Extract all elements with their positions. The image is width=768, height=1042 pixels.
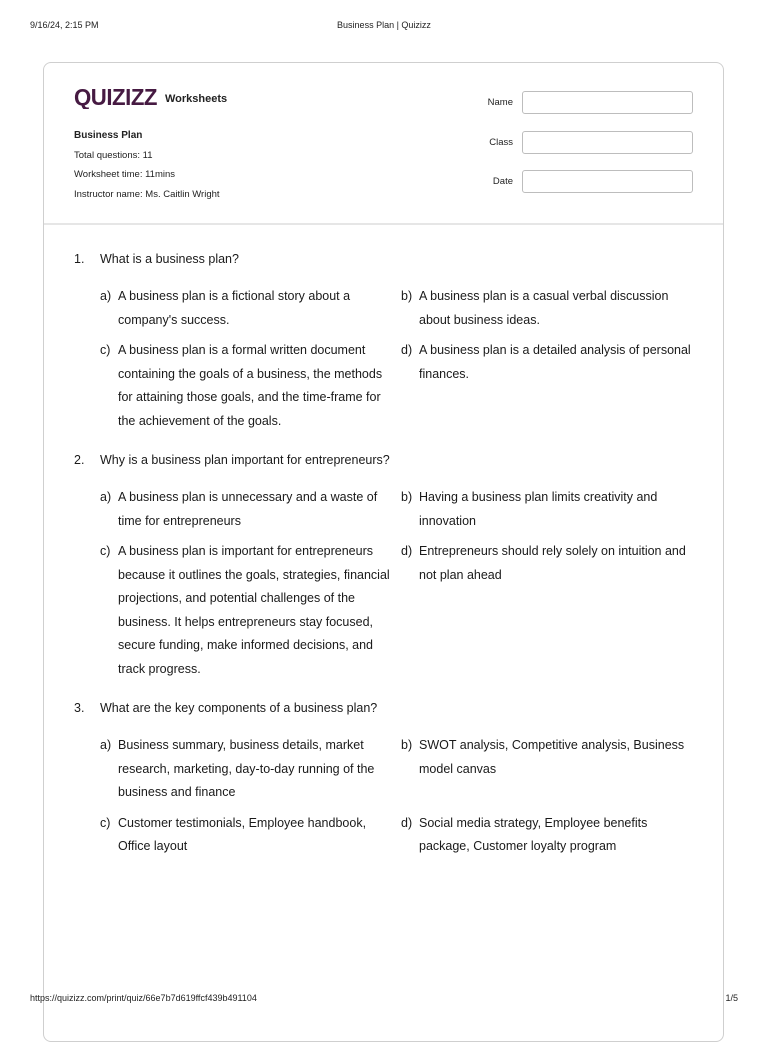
class-field-row bbox=[453, 131, 693, 155]
option-letter: d) bbox=[401, 544, 413, 558]
question-text: What is a business plan? bbox=[100, 252, 239, 266]
question-heading bbox=[74, 448, 704, 472]
option-letter: c) bbox=[100, 343, 111, 357]
option-letter: b) bbox=[401, 738, 413, 752]
option-text: Having a business plan limits creativity and innovation bbox=[419, 490, 658, 528]
date-field[interactable] bbox=[522, 170, 693, 193]
option-letter: a) bbox=[100, 289, 112, 303]
instructor-name: Instructor name: Ms. Caitlin Wright bbox=[74, 188, 220, 200]
print-page-title: Business Plan | Quizizz bbox=[337, 20, 431, 30]
option-text: A business plan is a detailed analysis of personal finances. bbox=[419, 343, 691, 381]
option-c bbox=[100, 812, 401, 859]
questions-list bbox=[74, 247, 704, 874]
question-3 bbox=[74, 696, 704, 859]
worksheet-card bbox=[43, 62, 724, 1042]
answer-options bbox=[100, 285, 704, 433]
option-letter: b) bbox=[401, 289, 413, 303]
option-c bbox=[100, 339, 401, 433]
worksheet-title: Business Plan bbox=[74, 130, 143, 141]
option-text: A business plan is a fictional story about a company's success. bbox=[118, 289, 351, 327]
student-fields bbox=[453, 91, 693, 210]
question-text: What are the key components of a business plan? bbox=[100, 701, 378, 715]
option-text: Social media strategy, Employee benefits package, Customer loyalty program bbox=[419, 815, 648, 853]
option-text: A business plan is unnecessary and a waste of time for entrepreneurs bbox=[118, 490, 378, 528]
option-d bbox=[401, 812, 702, 859]
page-number: 1/5 bbox=[725, 993, 738, 1003]
worksheet-header bbox=[44, 63, 723, 225]
option-c bbox=[100, 540, 401, 681]
option-letter: a) bbox=[100, 738, 112, 752]
option-text: Entrepreneurs should rely solely on intuition and not plan ahead bbox=[419, 544, 686, 582]
option-b bbox=[401, 285, 702, 332]
answer-options bbox=[100, 486, 704, 681]
option-a bbox=[100, 486, 401, 533]
question-text: Why is a business plan important for entrepreneurs? bbox=[100, 453, 390, 467]
option-text: SWOT analysis, Competitive analysis, Business model canvas bbox=[419, 738, 685, 776]
option-a bbox=[100, 285, 401, 332]
question-2 bbox=[74, 448, 704, 681]
question-number: 3. bbox=[74, 701, 85, 715]
option-letter: a) bbox=[100, 490, 112, 504]
svg-text:QUIZIZZ: QUIZIZZ bbox=[74, 85, 158, 109]
option-text: A business plan is important for entrepreneurs because it outlines the goals, strategies, financial projections, and potential challenges of the business. It helps entrepreneurs stay focused, secure funding, make informed decisions, and track progress. bbox=[118, 544, 390, 676]
name-label: Name bbox=[487, 97, 513, 108]
option-letter: b) bbox=[401, 490, 413, 504]
class-field[interactable] bbox=[522, 131, 693, 154]
option-b bbox=[401, 734, 702, 805]
class-label: Class bbox=[489, 136, 513, 148]
print-url[interactable]: https://quizizz.com/print/quiz/66e7b7d619ffcf439b491104 bbox=[30, 993, 257, 1003]
question-number: 2. bbox=[74, 453, 85, 467]
question-1 bbox=[74, 247, 704, 433]
worksheet-meta bbox=[74, 126, 220, 204]
quizizz-wordmark-icon bbox=[74, 85, 158, 109]
option-b bbox=[401, 486, 702, 533]
quizizz-logo bbox=[74, 85, 227, 109]
option-text: Business summary, business details, market research, marketing, day-to-day running of the business and finance bbox=[118, 738, 375, 799]
print-header bbox=[0, 20, 768, 32]
option-a bbox=[100, 734, 401, 805]
option-text: A business plan is a formal written document containing the goals of a business, the methods for attaining those goals, and the time-frame for the achievement of the goals. bbox=[118, 343, 383, 428]
date-label: Date bbox=[492, 176, 513, 187]
name-field[interactable] bbox=[522, 91, 693, 114]
option-letter: c) bbox=[100, 815, 111, 830]
answer-options bbox=[100, 734, 704, 859]
option-letter: d) bbox=[401, 343, 413, 357]
print-footer bbox=[0, 993, 768, 1005]
name-field-row bbox=[453, 91, 693, 115]
option-letter: c) bbox=[100, 544, 111, 558]
date-field-row bbox=[453, 170, 693, 194]
option-text: A business plan is a casual verbal discussion about business ideas. bbox=[419, 289, 669, 327]
question-number: 1. bbox=[74, 252, 85, 266]
print-datetime: 9/16/24, 2:15 PM bbox=[30, 20, 99, 30]
question-heading bbox=[74, 696, 704, 720]
question-heading bbox=[74, 247, 704, 271]
total-questions: Total questions: 11 bbox=[74, 149, 153, 161]
option-d bbox=[401, 540, 702, 681]
option-letter: d) bbox=[401, 815, 413, 830]
option-text: Customer testimonials, Employee handbook, Office layout bbox=[118, 815, 367, 853]
option-d bbox=[401, 339, 702, 433]
logo-suffix: Worksheets bbox=[165, 93, 228, 105]
worksheet-time: Worksheet time: 11mins bbox=[74, 169, 176, 180]
